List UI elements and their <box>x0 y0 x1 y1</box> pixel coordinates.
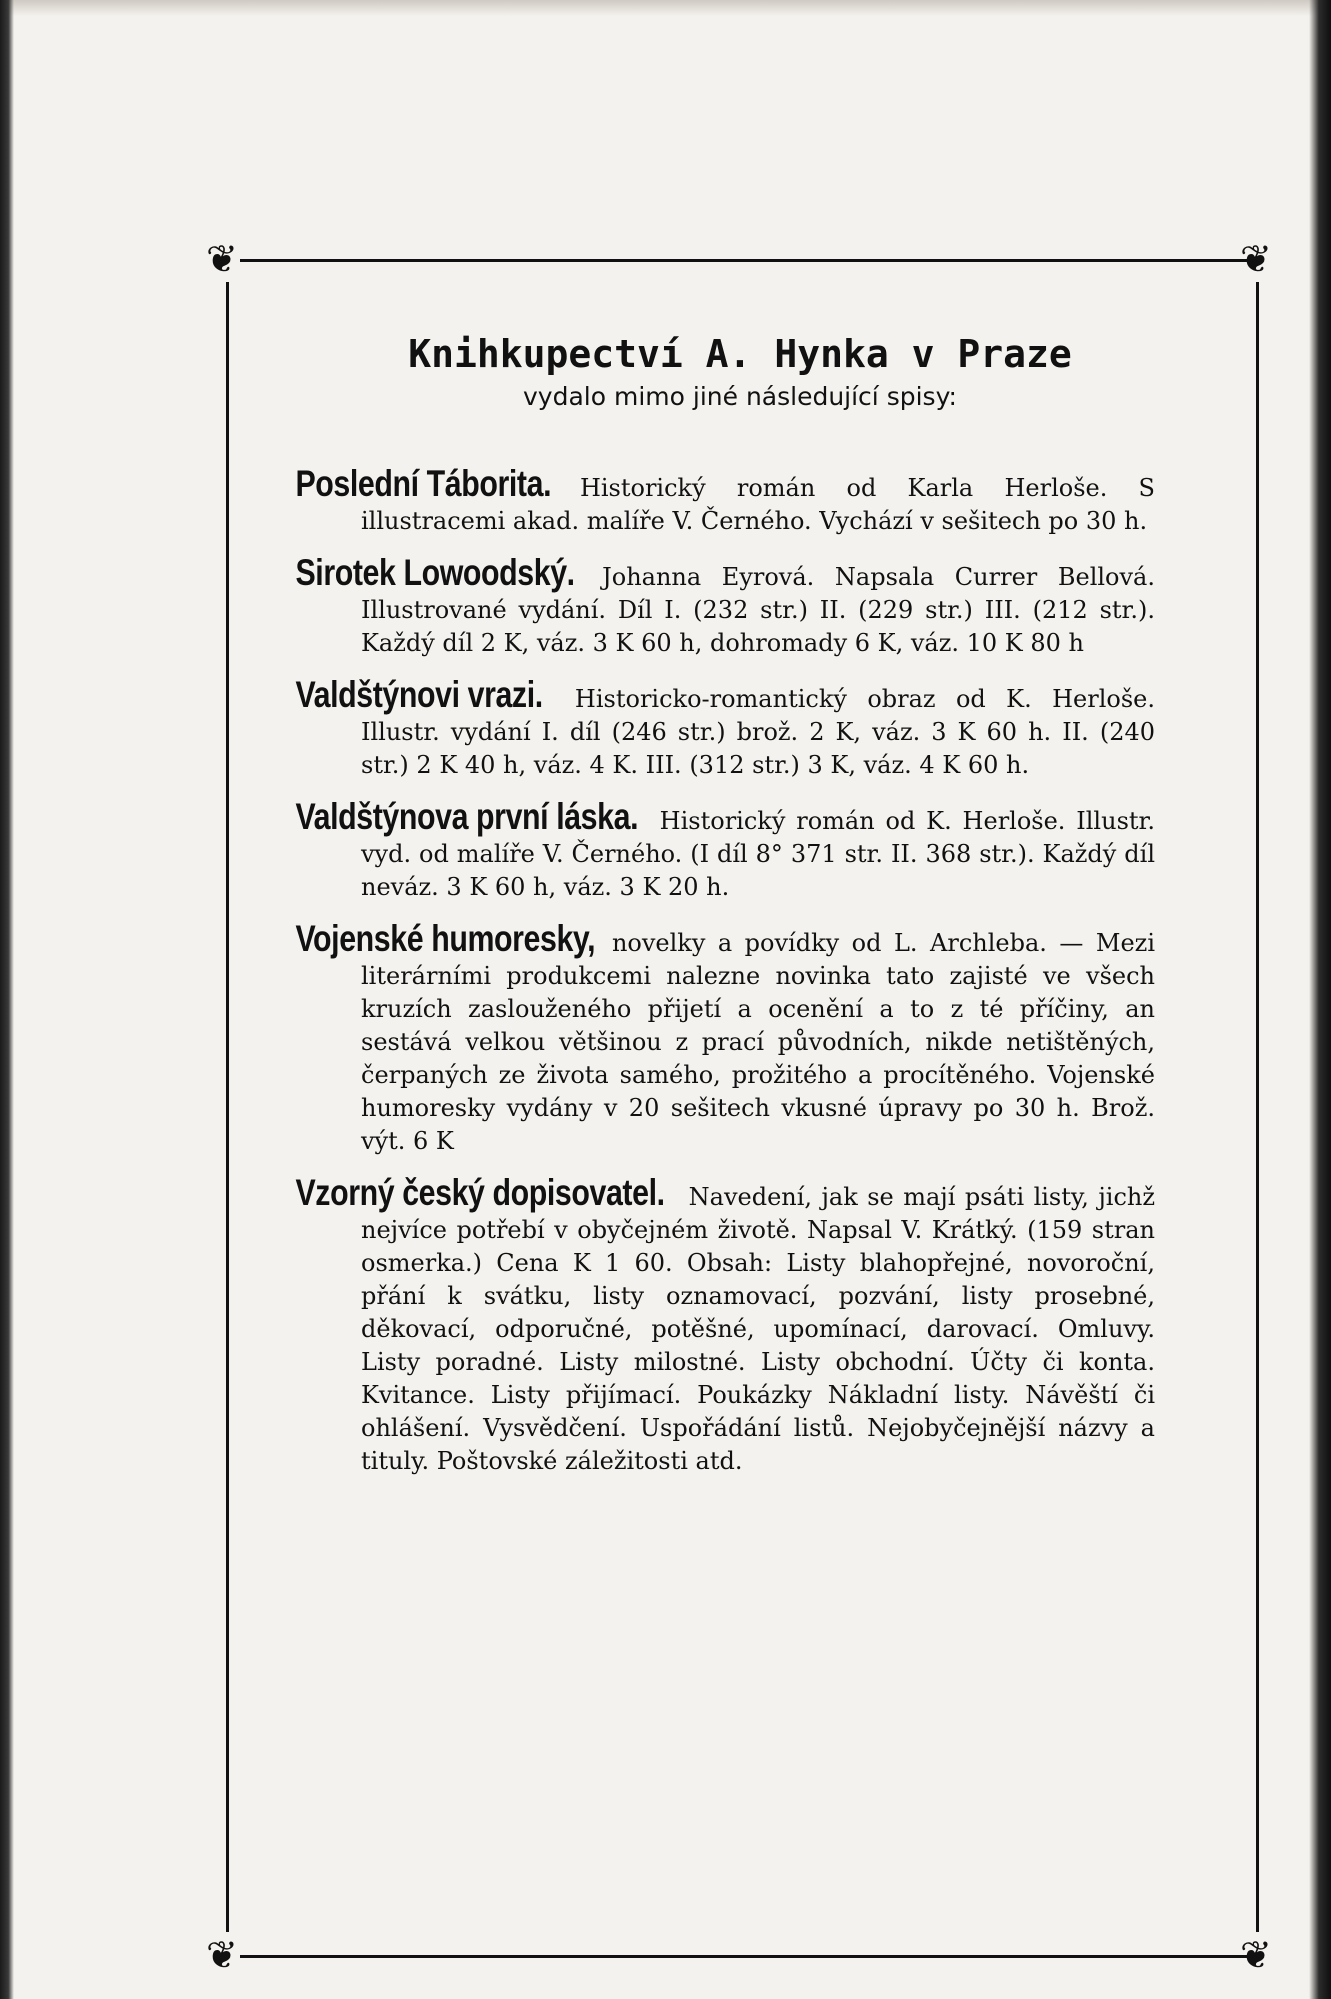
book-title: Vojenské humoresky, <box>295 918 596 959</box>
book-description: Historický román od Karla Herloše. S illustracemi akad. malíře V. Černého. Vychází v sešitech po 30 h. <box>361 474 1155 535</box>
corner-ornament-top-right-icon: ❦ <box>1240 237 1272 281</box>
frame-right-rule <box>1256 282 1259 1932</box>
book-title: Sirotek Lowoodský. <box>295 552 575 593</box>
publisher-subtitle: vydalo mimo jiné následující spisy: <box>523 382 957 411</box>
corner-ornament-top-left-icon: ❦ <box>206 237 238 281</box>
scan-edge-top <box>0 0 1331 16</box>
book-entry <box>295 1172 1155 1478</box>
book-entry <box>295 674 1155 782</box>
corner-ornament-bottom-right-icon: ❦ <box>1240 1933 1272 1977</box>
book-title: Vzorný český dopisovatel. <box>295 1172 665 1213</box>
book-title: Valdštýnovi vrazi. <box>295 674 543 715</box>
book-description: novelky a povídky od L. Archleba. — Mezi literárními produkcemi nalezne novinka tato zajisté ve všech kruzích zaslouženého přijetí a ocenění a to z té příčiny, an sestává velkou většinou z prací původních, nikde netištěných, čerpaných ze života samého, prožitého a procítěného. Vojenské humoresky vydány v 20 sešitech vkusné úpravy po 30 h. Brož. výt. 6 K <box>361 929 1155 1155</box>
frame-bottom-rule <box>240 1955 1255 1958</box>
book-entry <box>295 463 1155 538</box>
book-description: Navedení, jak se mají psáti listy, jichž nejvíce potřebí v obyčejném životě. Napsal V. Krátký. (159 stran osmerka.) Cena K 1 60. Obsah: Listy blahopřejné, novoroční, přání k svátku, listy oznamovací, pozvání, listy prosebné, děkovací, odporučné, potěšné, upomínací, darovací. Omluvy. Listy poradné. Listy milostné. Listy obchodní. Účty či konta. Kvitance. Listy přijímací. Poukázky Nákladní listy. Návěští či ohlášení. Vysvědčení. Uspořádání listů. Nejobyčejnější názvy a tituly. Poštovské záležitosti atd. <box>361 1183 1155 1475</box>
scan-edge-left <box>0 0 14 1999</box>
frame-top-rule <box>240 259 1255 262</box>
book-title: Poslední Táborita. <box>295 463 552 504</box>
frame-left-rule <box>226 282 229 1932</box>
book-entry <box>295 552 1155 660</box>
page-content <box>295 332 1155 1496</box>
corner-ornament-bottom-left-icon: ❦ <box>206 1933 238 1977</box>
book-description: Johanna Eyrová. Napsala Currer Bellová. Illustrované vydání. Díl I. (232 str.) II. (229 str.) III. (212 str.). Každý díl 2 K, váz. 3 K 60 h, dohromady 6 K, váz. 10 K 80 h <box>361 563 1155 657</box>
book-description: Historicko-romantický obraz od K. Herloše. Illustr. vydání I. díl (246 str.) brož. 2 K, váz. 3 K 60 h. II. (240 str.) 2 K 40 h, váz. 4 K. III. (312 str.) 3 K, váz. 4 K 60 h. <box>361 685 1155 779</box>
scan-edge-right <box>1309 0 1331 1999</box>
book-entry <box>295 796 1155 904</box>
book-entry <box>295 918 1155 1158</box>
book-description: Historický román od K. Herloše. Illustr. vyd. od malíře V. Černého. (I díl 8° 371 str. II. 368 str.). Každý díl neváz. 3 K 60 h, váz. 3 K 20 h. <box>361 807 1155 901</box>
publisher-title: Knihkupectví A. Hynka v Praze <box>408 332 1072 376</box>
book-title: Valdštýnova první láska. <box>295 796 639 837</box>
